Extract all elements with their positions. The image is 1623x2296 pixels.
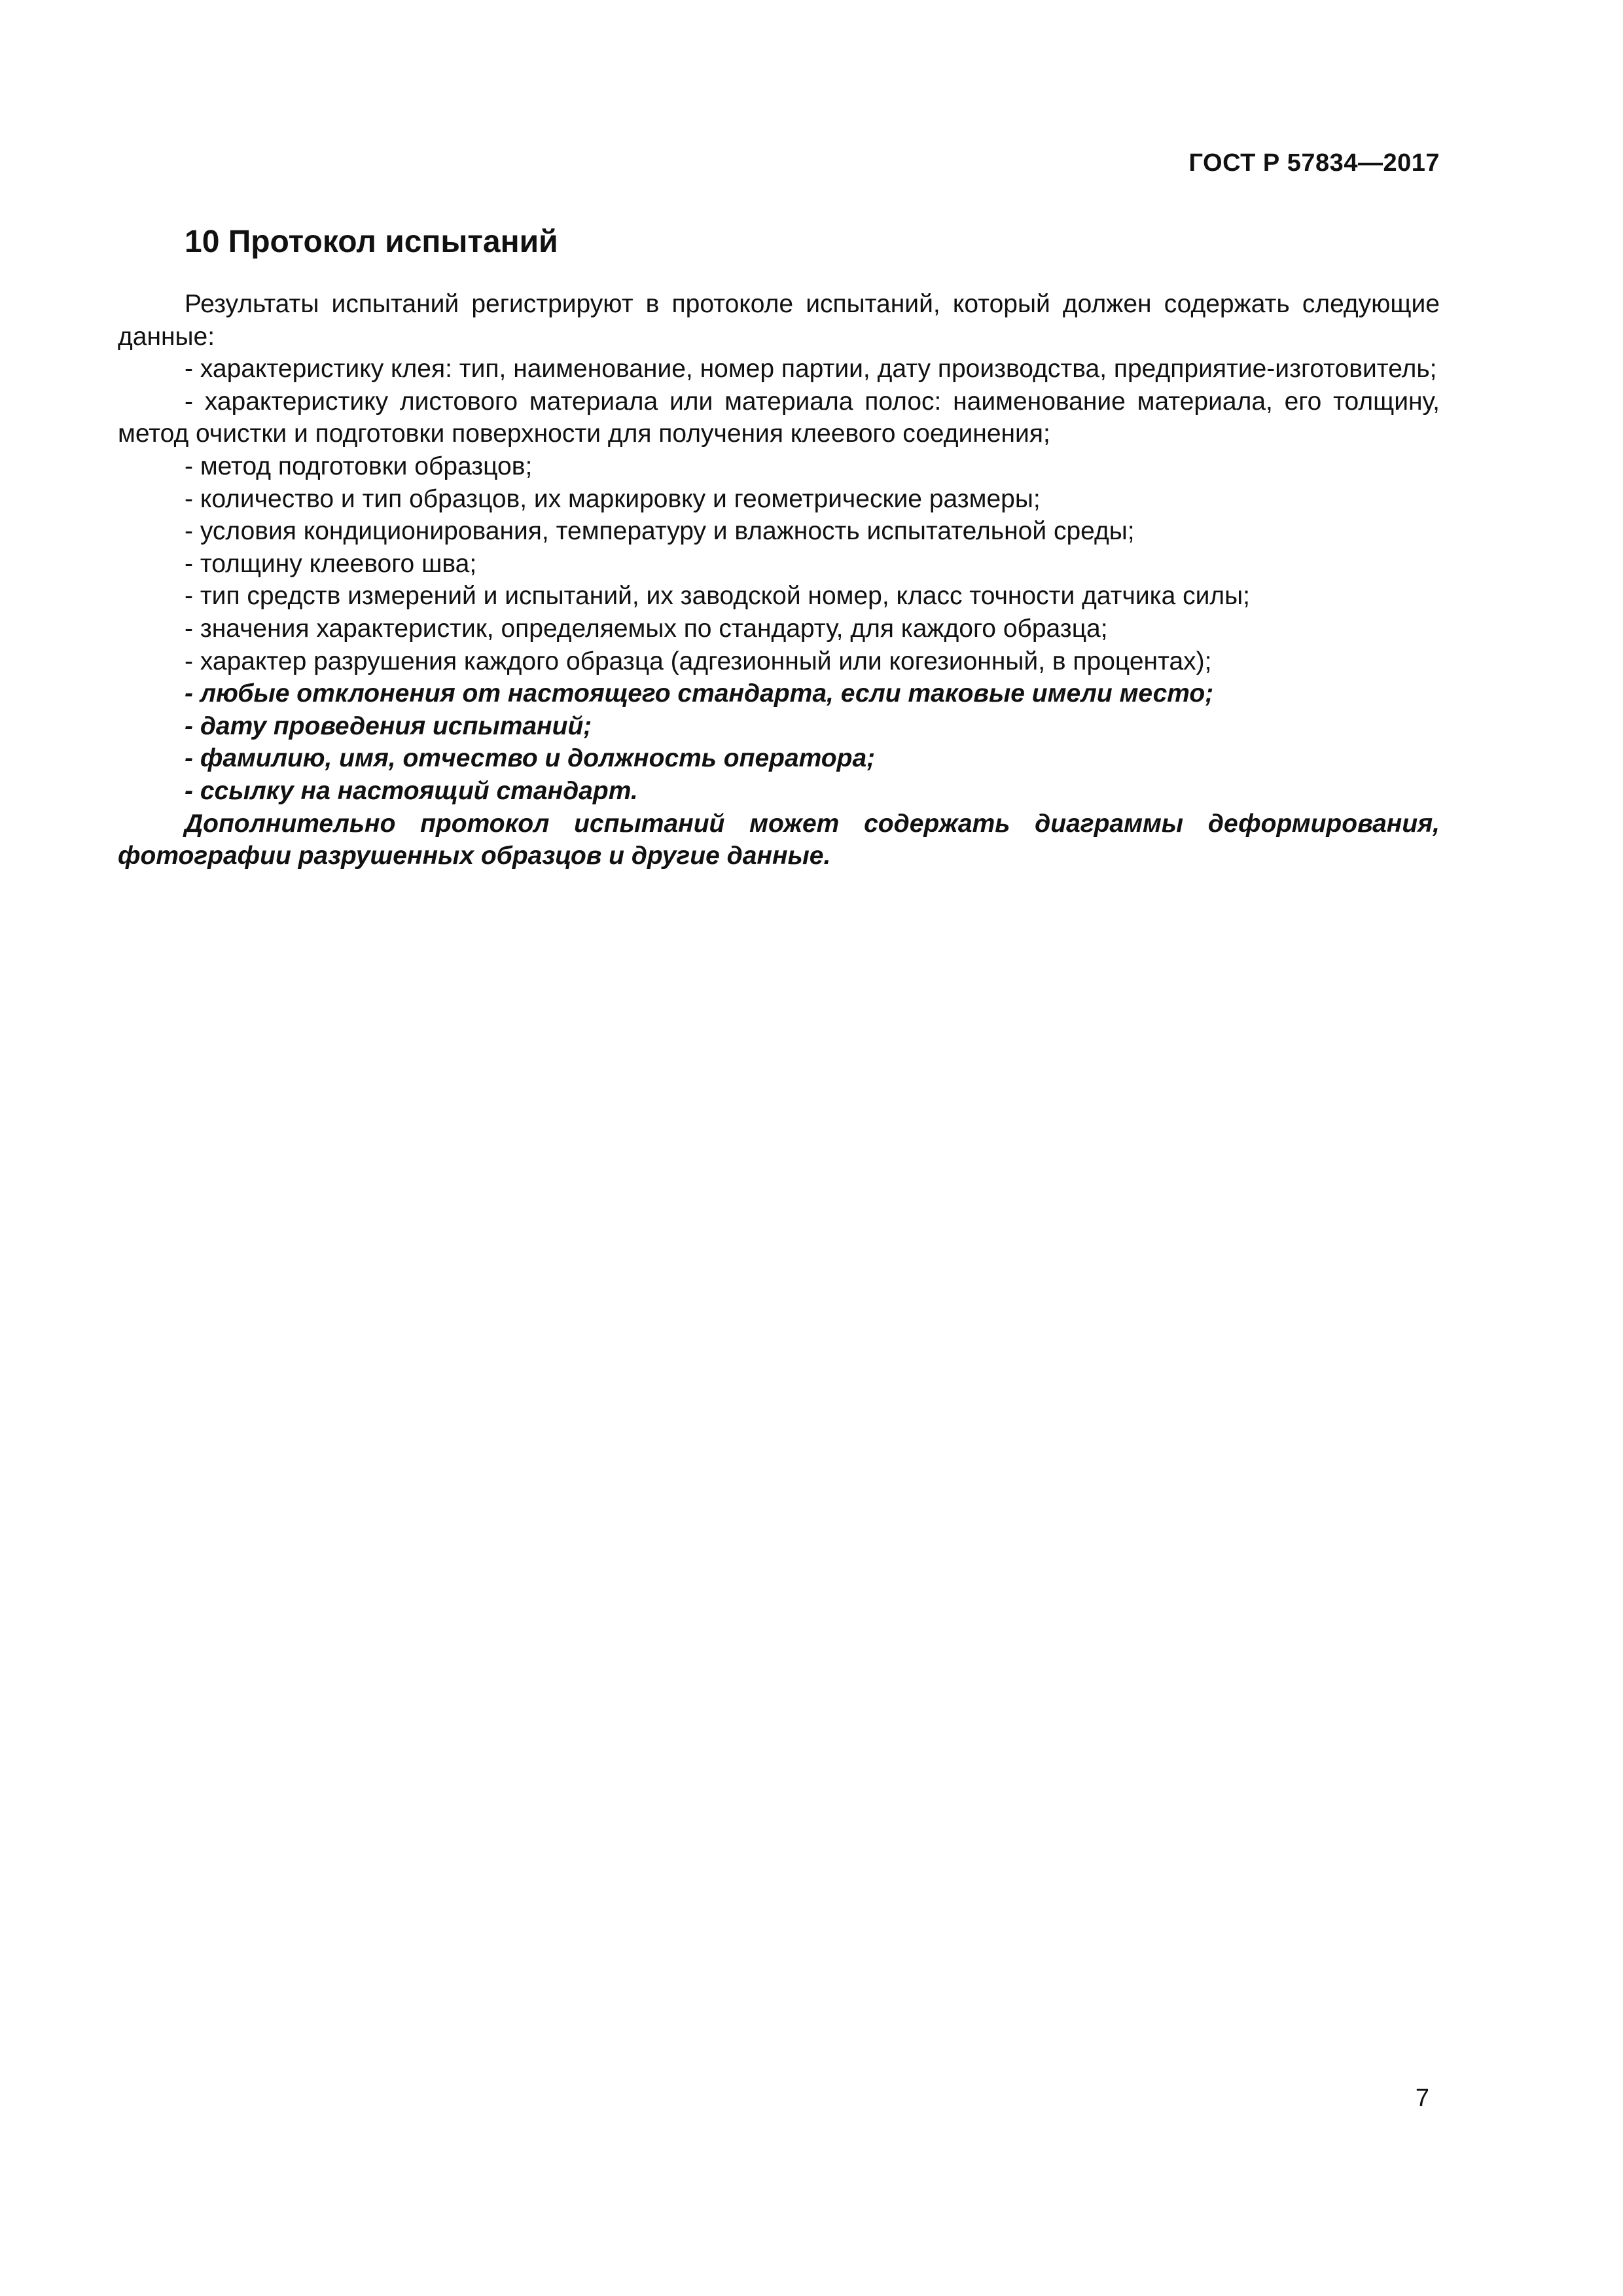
list-item-material-characteristics: - характеристику листового материала или материала полос: наименование материала, его толщину, метод очистки и подготовки поверхности для получения клеевого соединения; [118,387,1440,448]
page-number: 7 [1415,2085,1429,2112]
list-item-test-date: - дату проведения испытаний; [185,711,592,740]
list-item-characteristic-values: - значения характеристик, определяемых по стандарту, для каждого образца; [185,614,1108,643]
section-body [118,288,1440,872]
intro-paragraph: Результаты испытаний регистрируют в протоколе испытаний, который должен содержать следующие данные: [118,290,1440,351]
list-item-standard-reference: - ссылку на настоящий стандарт. [185,776,638,805]
document-code: ГОСТ Р 57834—2017 [1188,149,1440,177]
list-item-deviations: - любые отклонения от настоящего стандарта, если таковые имели место; [185,679,1214,708]
list-item-specimen-preparation: - метод подготовки образцов; [185,452,533,480]
additional-data-paragraph: Дополнительно протокол испытаний может содержать диаграммы деформирования, фотографии разрушенных образцов и другие данные. [118,809,1440,870]
list-item-conditioning: - условия кондиционирования, температуру и влажность испытательной среды; [185,517,1135,546]
list-item-bond-thickness: - толщину клеевого шва; [185,549,477,578]
list-item-specimen-count: - количество и тип образцов, их маркировку и геометрические размеры; [185,484,1041,513]
section-title: 10 Протокол испытаний [185,224,558,259]
list-item-measuring-equipment: - тип средств измерений и испытаний, их заводской номер, класс точности датчика силы; [185,582,1251,611]
list-item-operator: - фамилию, имя, отчество и должность оператора; [185,744,876,773]
list-item-failure-mode: - характер разрушения каждого образца (адгезионный или когезионный, в процентах); [185,647,1212,675]
list-item-adhesive-characteristics: - характеристику клея: тип, наименование, номер партии, дату производства, предприятие-изготовитель; [185,355,1437,384]
